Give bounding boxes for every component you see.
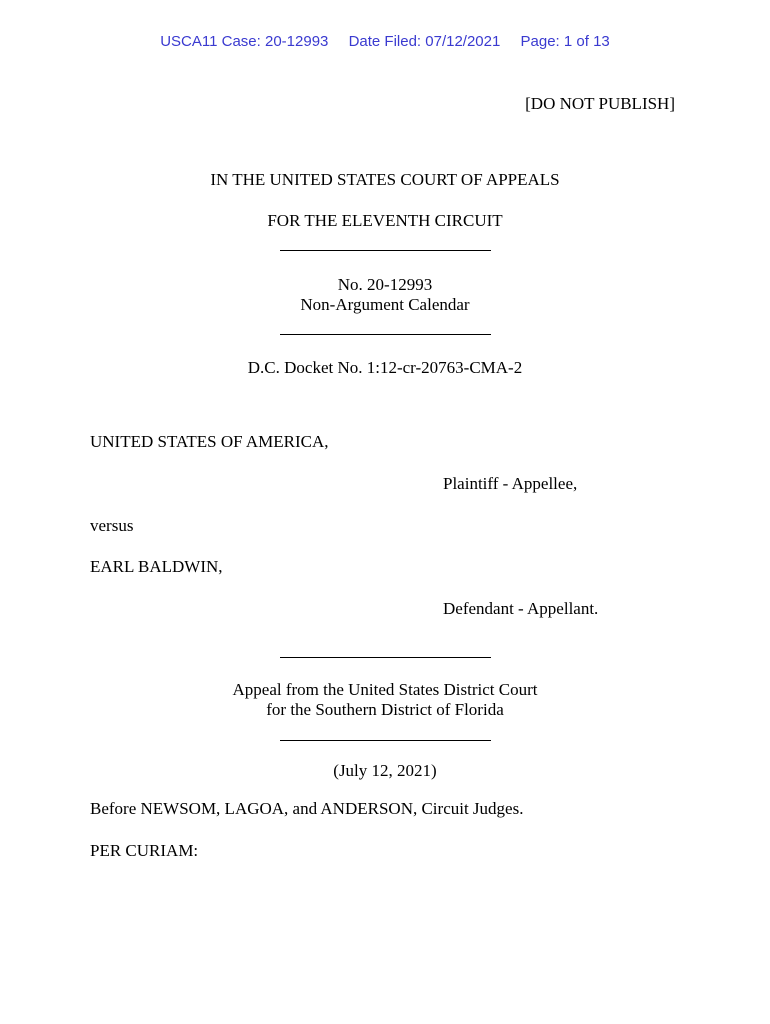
- separator-rule: [280, 740, 491, 741]
- separator-rule: [280, 657, 491, 658]
- appeal-origin-line-2: for the Southern District of Florida: [266, 700, 504, 719]
- judge-panel: Before NEWSOM, LAGOA, and ANDERSON, Circuit Judges.: [90, 799, 524, 818]
- docket-number: D.C. Docket No. 1:12-cr-20763-CMA-2: [247, 358, 523, 377]
- court-name-line-1: IN THE UNITED STATES COURT OF APPEALS: [210, 170, 560, 189]
- versus-label: versus: [90, 516, 134, 535]
- publish-status: [DO NOT PUBLISH]: [525, 94, 675, 113]
- separator-rule: [280, 334, 491, 335]
- plaintiff-name: UNITED STATES OF AMERICA,: [90, 432, 329, 451]
- court-name-line-2: FOR THE ELEVENTH CIRCUIT: [267, 211, 503, 230]
- case-number-stamp: USCA11 Case: 20-12993: [160, 33, 329, 50]
- appeal-origin-line-1: Appeal from the United States District Court: [232, 680, 538, 699]
- defendant-role: Defendant - Appellant.: [443, 599, 599, 618]
- opinion-type: PER CURIAM:: [90, 841, 199, 860]
- separator-rule: [280, 250, 491, 251]
- plaintiff-role: Plaintiff - Appellee,: [443, 474, 578, 493]
- defendant-name: EARL BALDWIN,: [90, 557, 223, 576]
- page-count-stamp: Page: 1 of 13: [520, 33, 610, 50]
- decision-date: (July 12, 2021): [333, 761, 437, 780]
- case-number: No. 20-12993: [337, 275, 433, 294]
- filing-header-stamp: [0, 33, 770, 50]
- calendar-type: Non-Argument Calendar: [300, 295, 470, 314]
- date-filed-stamp: Date Filed: 07/12/2021: [348, 33, 501, 50]
